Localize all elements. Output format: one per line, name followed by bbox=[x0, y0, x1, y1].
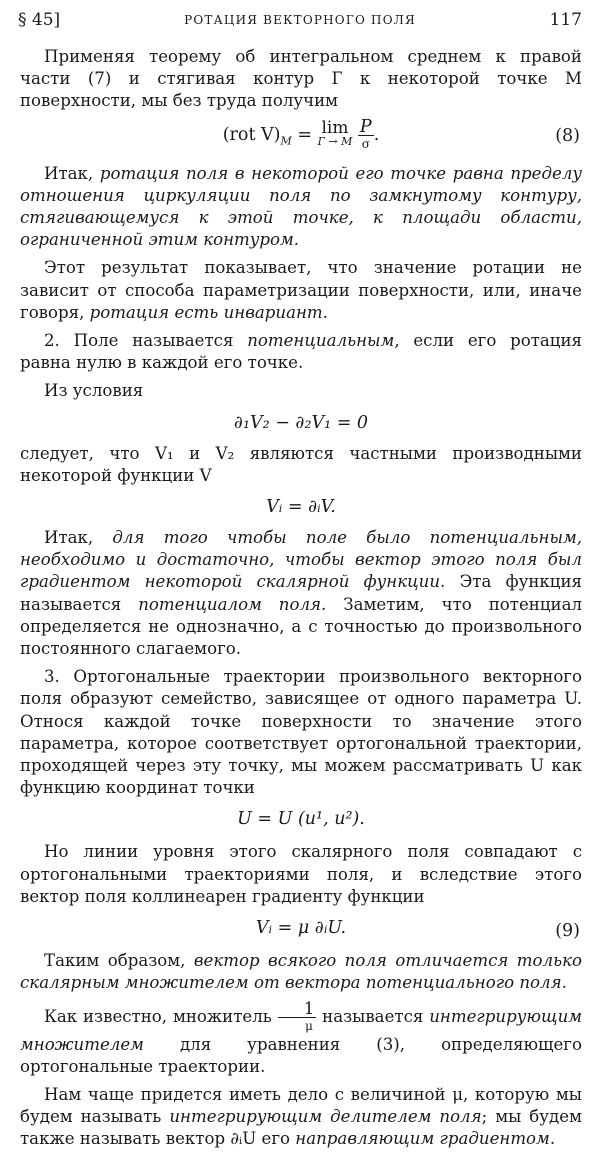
paragraph-7 bbox=[20, 527, 582, 660]
p7-text1: Эта функция называется bbox=[20, 572, 583, 614]
p11-text2: называется bbox=[316, 1006, 430, 1026]
equation-condition bbox=[20, 409, 582, 439]
eq8-limit bbox=[317, 118, 353, 149]
eq8-fraction bbox=[358, 116, 374, 152]
running-title: РОТАЦИЯ ВЕКТОРНОГО ПОЛЯ bbox=[184, 13, 416, 27]
p12-text1: Нам чаще придется иметь дело с величиной μ, которую мы будем называть bbox=[20, 1084, 582, 1127]
p4-text2: , если его ротация равна нулю в каждой его точке. bbox=[20, 331, 583, 373]
eq-cond-text: ∂₁V₂ − ∂₂V₁ = 0 bbox=[233, 412, 369, 433]
paragraph-10 bbox=[20, 950, 582, 994]
equation-gradient bbox=[20, 493, 582, 523]
p11-italic: интегрирующим множителем bbox=[20, 1006, 583, 1054]
p12-italic2: направляющим градиентом bbox=[295, 1129, 550, 1149]
eq8-label: (8) bbox=[555, 125, 580, 146]
paragraph-1: Применяя теорему об интегральном среднем к правой части (7) и стягивая контур Г к некоторой точке M поверхности, мы без труда получим bbox=[20, 47, 582, 111]
eq8-denominator: σ bbox=[361, 136, 370, 151]
p10-lead: Таким образом, bbox=[44, 951, 194, 971]
p11-frac-bot: μ bbox=[305, 1018, 313, 1033]
page-number: 117 bbox=[549, 10, 582, 30]
p7-lead: Итак, bbox=[44, 528, 113, 548]
eq8-numerator: P bbox=[359, 116, 372, 137]
section-mark: § 45] bbox=[18, 10, 61, 30]
eq8-lim-sub: Г → M bbox=[317, 135, 353, 149]
paragraph-12 bbox=[20, 1084, 582, 1151]
eq8-lhs-sub: M bbox=[280, 134, 292, 148]
eq-u-text: U = U (u¹, u²). bbox=[237, 809, 365, 830]
eq8-equals: = bbox=[291, 124, 318, 145]
paragraph-9: Но линии уровня этого скалярного поля совпадают с ортогональными траекториями поля, и вследствие этого вектор поля коллинеарен градиенту функции bbox=[20, 842, 582, 906]
p7-italic2: потенциалом поля. bbox=[138, 594, 327, 614]
equation-u bbox=[20, 805, 582, 837]
paragraph-4 bbox=[20, 330, 582, 374]
paragraph-8: 3. Ортогональные траектории произвольного векторного поля образуют семейство, зависящее от одного параметра U. Относя каждой точке поверхности то значение этого параметра, которое соответствует ортогональной траектории, проходящей через эту точку, мы можем рассматривать U как функцию координат точки bbox=[20, 667, 582, 798]
p4-text1: 2. Поле называется bbox=[44, 331, 248, 351]
paragraph-3 bbox=[20, 257, 582, 324]
eq9-text: Vᵢ = μ ∂ᵢU. bbox=[255, 918, 347, 939]
p3-italic: ротация есть инвариант. bbox=[89, 302, 328, 322]
p11-text1: Как известно, множитель bbox=[44, 1006, 278, 1026]
eq9-label: (9) bbox=[555, 921, 580, 942]
p12-text2: ; мы будем также называть вектор ∂ᵢU его bbox=[20, 1107, 582, 1149]
paragraph-11 bbox=[20, 998, 583, 1078]
p10-italic: вектор всякого поля отличается только скалярным множителем от вектора потенциального поля. bbox=[20, 951, 582, 993]
eq8-lhs: (rot V) bbox=[222, 124, 281, 145]
paragraph-5: Из условия bbox=[44, 381, 144, 401]
equation-8: (rot $V)_M$ = lim Г → M $\frac{P}{\sigma}$ . (8) bbox=[222, 116, 580, 151]
eq8-lim: lim bbox=[321, 118, 349, 139]
p7-italic1: для того чтобы поле было потенциальным, необходимо и достаточно, чтобы вектор этого поля был градиентом некоторой скалярной функции. bbox=[20, 528, 582, 592]
p4-italic: потенциальным bbox=[247, 331, 395, 351]
equation-9 bbox=[20, 914, 582, 946]
p7-text2: Заметим, что потенциал определяется не однозначно, а с точностью до произвольного постоянного слагаемого. bbox=[20, 594, 582, 659]
p3-text: Этот результат показывает, что значение ротации не зависит от способа параметризации поверхности, или, иначе говоря, bbox=[20, 258, 582, 322]
page-header bbox=[18, 10, 582, 36]
p12-italic1: интегрирующим делителем поля bbox=[169, 1107, 482, 1127]
p11-fraction bbox=[278, 998, 317, 1034]
paragraph-6: следует, что V₁ и V₂ являются частными производными некоторой функции V bbox=[20, 443, 582, 485]
p11-text3: для уравнения (3), определяющего ортогональные траектории. bbox=[20, 1034, 582, 1076]
eq-grad-text: Vᵢ = ∂ᵢV. bbox=[266, 497, 336, 518]
paragraph-2 bbox=[20, 163, 582, 252]
p2-lead: Итак, bbox=[44, 163, 100, 183]
p2-italic: ротация поля в некоторой его точке равна пределу отношения циркуляции поля по замкнутому контуру, стягивающемуся к этой точке, к площади области, ограниченной этим контуром. bbox=[20, 163, 583, 250]
page-body bbox=[20, 46, 582, 1157]
p12-text3: . bbox=[549, 1129, 556, 1149]
p11-frac-top: 1 bbox=[278, 1001, 317, 1018]
